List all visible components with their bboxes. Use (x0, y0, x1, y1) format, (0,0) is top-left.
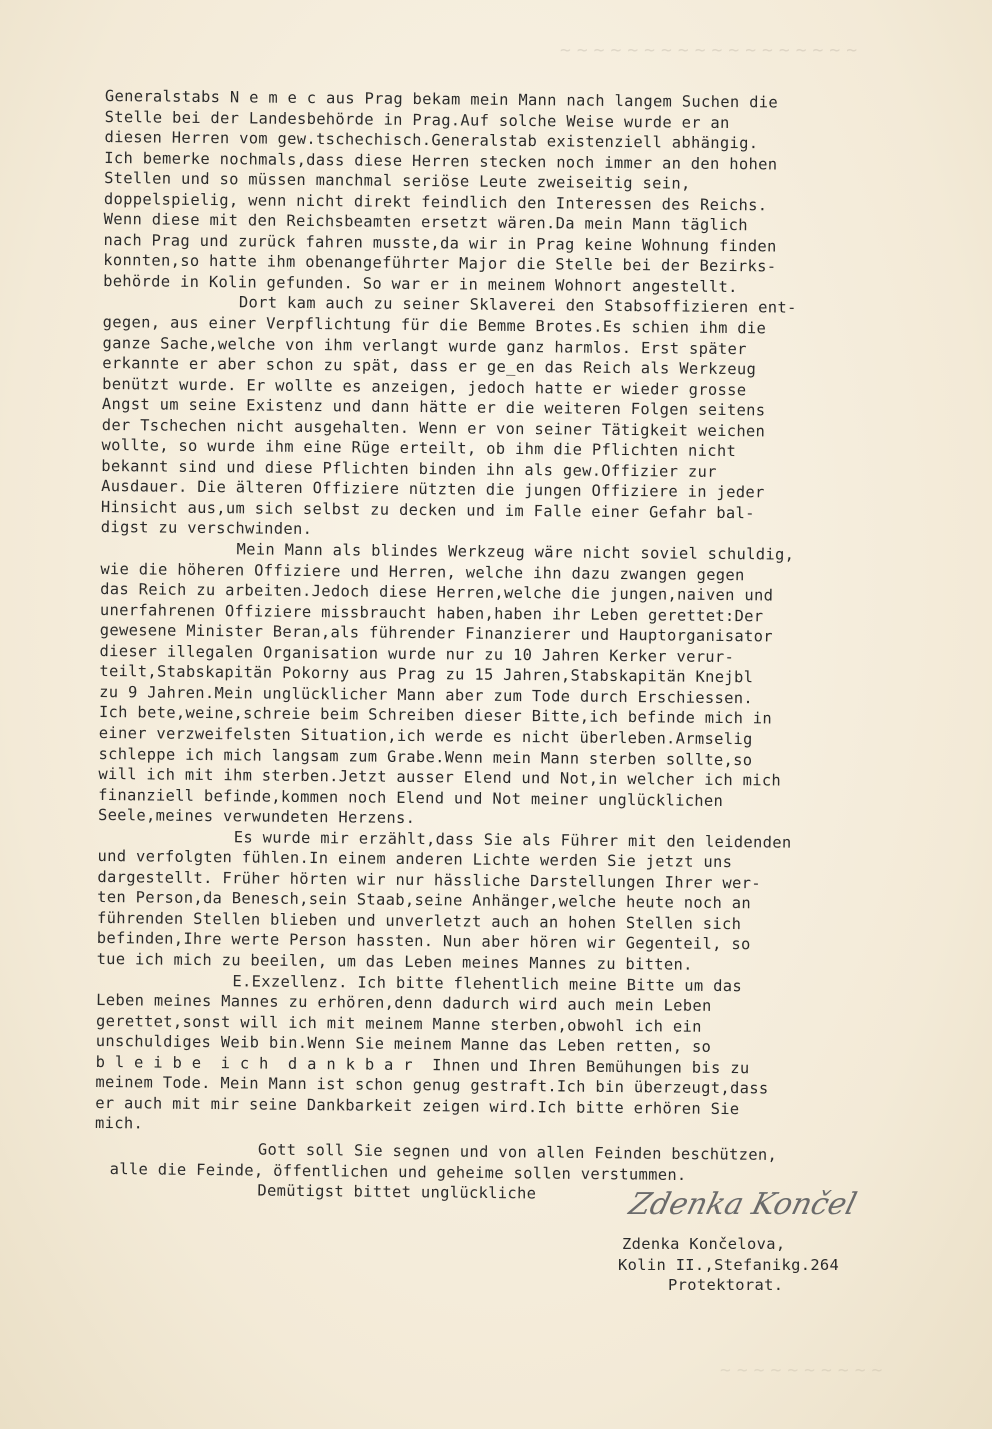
letter-line: das Reich zu arbeiten.Jedoch diese Herren,welche die jungen,naiven und (100, 580, 774, 605)
sender-address: Kolin II.,Stefanikg.264 (618, 1255, 840, 1274)
letter-line: digst zu verschwinden. (100, 518, 313, 539)
letter-line: nach Prag und zurück fahren musste,da wir in Prag keine Wohnung finden (103, 230, 777, 256)
letter-line: b l e i b e i c h d a n k b a r Ihnen und Ihren Bemühungen bis zu (95, 1052, 750, 1077)
letter-line: tue ich mich zu beeilen, um das Leben meines Mannes zu bitten. (96, 949, 693, 974)
letter-line: dargestellt. Früher hörten wir nur hässliche Darstellungen Ihrer wer- (97, 867, 761, 893)
letter-line: E.Exzellenz. Ich bitte flehentlich meine Bitte um das (232, 971, 743, 995)
letter-line: finanziell befinde,kommen noch Elend und Not meiner unglücklichen (98, 785, 724, 810)
letter-line: benützt wurde. Er wollte es anzeigen, jedoch hatte er wieder grosse (102, 374, 747, 399)
closing-line-blessing: Gott soll Sie segnen und von allen Feinden beschützen, (257, 1140, 778, 1164)
bleed-through-footer: ~~~~~~~~~~ (720, 1360, 889, 1381)
letter-line: diesen Herren vom gew.tschechisch.Generalstab existenziell abhängig. (104, 128, 759, 153)
letter-line: wie die höheren Offiziere und Herren, welche ihn dazu zwangen gegen (100, 559, 745, 584)
sender-name: Zdenka Končelova, (622, 1235, 786, 1253)
letter-line: Generalstabs N e m e c aus Prag bekam mein Mann nach langem Suchen die (104, 86, 779, 112)
sender-region: Protektorat. (668, 1276, 784, 1294)
letter-line: teilt,Stabskapitän Pokorny aus Prag zu 15 Jahren,Stabskapitän Knejbl (99, 662, 754, 687)
letter-line: wollte, so wurde ihm eine Rüge erteilt, ob ihm die Pflichten nicht (101, 436, 737, 461)
letter-line: ten Person,da Benesch,sein Staab,seine Anhänger,welche heute noch an (97, 888, 752, 913)
letter-line: Es wurde mir erzählt,dass Sie als Führer mit den leidenden (233, 827, 792, 852)
letter-line: Stelle bei der Landesbehörde in Prag.Auf solche Weise wurde er an (104, 107, 730, 132)
letter-line: Seele,meines verwundeten Herzens. (97, 806, 416, 828)
letter-line: Mein Mann als blindes Werkzeug wäre nicht soviel schuldig, (236, 540, 795, 564)
letter-line: Dort kam auch zu seiner Sklaverei den Stabsoffizieren ent- (238, 293, 797, 318)
letter-line: Hinsicht aus,um sich selbst zu decken und im Falle einer Gefahr bal- (100, 497, 755, 523)
letter-line: gerettet,sonst will ich mit meinem Manne sterben,obwohl ich ein (95, 1011, 702, 1036)
letter-line: meinem Tode. Mein Mann ist schon genug gestraft.Ich bin überzeugt,dass (95, 1073, 769, 1098)
letter-line: der Tschechen nicht ausgehalten. Wenn er von seiner Tätigkeit weichen (101, 415, 766, 441)
closing-line-humbly: Demütigst bittet unglückliche (257, 1181, 537, 1203)
letter-line: behörde in Kolin gefunden. So war er in meinem Wohnort angestellt. (103, 271, 738, 297)
letter-line: und verfolgten fühlen.In einem anderen Lichte werden Sie jetzt uns (97, 847, 733, 872)
letter-line: Stellen und so müssen manchmal seriöse Leute zweiseitig sein, (104, 169, 691, 193)
sender-block (618, 1234, 839, 1296)
letter-line: gewesene Minister Beran,als führender Finanzierer und Hauptorganisator (99, 621, 773, 646)
letter-line: doppelspielig, wenn nicht direkt feindlich den Interessen des Reichs. (103, 189, 768, 215)
letter-line: konnten,so hatte ihm obenangeführter Major die Stelle bei der Bezirks- (103, 251, 777, 276)
letter-line: zu 9 Jahren.Mein unglücklicher Mann aber zum Tode durch Erschiessen. (99, 682, 754, 708)
letter-line: Wenn diese mit den Reichsbeamten ersetzt wären.Da mein Mann täglich (103, 210, 749, 235)
letter-line: Ausdauer. Die älteren Offiziere nützten die jungen Offiziere in jeder (101, 477, 765, 502)
letter-line: ganze Sache,welche von ihm verlangt wurde ganz harmlos. Erst später (102, 333, 747, 358)
letter-line: Ich bete,weine,schreie beim Schreiben dieser Bitte,ich befinde mich in (98, 703, 773, 728)
letter-line: führenden Stellen blieben und unverletzt auch an hohen Stellen sich (96, 908, 742, 934)
letter-line: befinden,Ihre werte Person hassten. Nun aber hören wir Gegenteil, so (96, 929, 751, 954)
letter-line: will ich mit ihm sterben.Jetzt ausser Elend und Not,in welcher ich mich (98, 765, 782, 790)
letter-line: gegen, aus einer Verpflichtung für die Bemme Brotes.Es schien ihm die (102, 313, 767, 338)
closing-line-enemies: alle die Feinde, öffentlichen und geheime sollen verstummen. (109, 1159, 687, 1184)
letter-line: bekannt sind und diese Pflichten binden ihn als gew.Offizier zur (101, 456, 717, 481)
letter-line: dieser illegalen Organisation wurde nur zu 10 Jahren Kerker verur- (99, 641, 735, 666)
letter-line: einer verzweifelsten Situation,ich werde es nicht überleben.Armselig (98, 723, 753, 749)
letter-line: unerfahrenen Offiziere missbraucht haben,haben ihr Leben gerettet:Der (99, 600, 764, 626)
letter-line: Angst um seine Existenz und dann hätte er die weiteren Folgen seitens (101, 395, 766, 420)
letter-line: er auch mit mir seine Dankbarkeit zeigen wird.Ich bitte erhören Sie (95, 1093, 740, 1118)
letter-line: Leben meines Mannes zu erhören,denn dadurch wird auch mein Leben (96, 991, 712, 1015)
letter-line: unschuldiges Weib bin.Wenn Sie meinem Manne das Leben retten, so (95, 1032, 712, 1057)
signature-text: Zdenka Končel (625, 1187, 860, 1222)
letter-line: erkannte er aber schon zu spät, dass er ge_en das Reich als Werkzeug (102, 354, 757, 379)
handwritten-signature (620, 1172, 870, 1232)
bleed-through-header: ~~~~~~~~~~~~~~~~~~ (560, 40, 864, 61)
letter-line: mich. (94, 1114, 144, 1133)
letter-body (95, 86, 975, 1142)
letter-line: schleppe ich mich langsam zum Grabe.Wenn mein Mann sterben sollte,so (98, 744, 753, 769)
letter-line: Ich bemerke nochmals,dass diese Herren stecken noch immer an den hohen (104, 148, 778, 174)
